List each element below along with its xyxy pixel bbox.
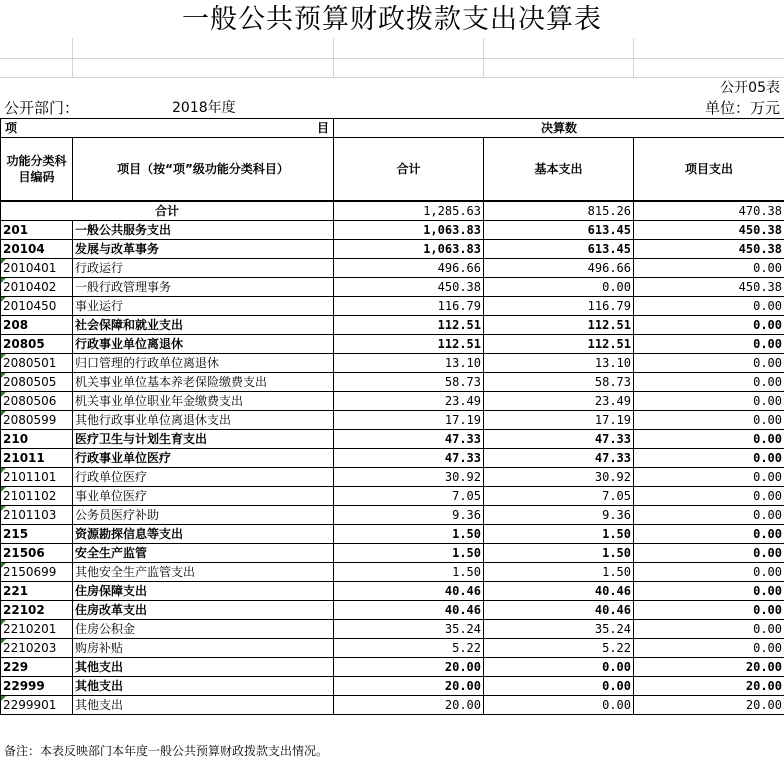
table-row <box>1 354 784 373</box>
table-row <box>1 487 784 506</box>
row-total: 40.46 <box>334 601 484 620</box>
table-row <box>1 582 784 601</box>
table-row <box>1 335 784 354</box>
row-total: 112.51 <box>334 316 484 335</box>
row-total: 40.46 <box>334 582 484 601</box>
row-project: 0.00 <box>634 411 784 430</box>
table-row <box>1 411 784 430</box>
row-code: 2010402 <box>1 278 73 297</box>
row-code: 208 <box>1 316 73 335</box>
row-name: 发展与改革事务 <box>73 240 334 259</box>
row-project: 0.00 <box>634 297 784 316</box>
row-code: 2080506 <box>1 392 73 411</box>
row-basic: 23.49 <box>484 392 634 411</box>
row-project: 0.00 <box>634 639 784 658</box>
row-project: 0.00 <box>634 335 784 354</box>
table-row <box>1 601 784 620</box>
total-project: 470.38 <box>634 201 784 221</box>
row-project: 0.00 <box>634 468 784 487</box>
basic-header: 基本支出 <box>484 138 634 202</box>
row-code: 201 <box>1 221 73 240</box>
row-basic: 1.50 <box>484 563 634 582</box>
row-project: 0.00 <box>634 601 784 620</box>
row-total: 20.00 <box>334 658 484 677</box>
total-header: 合计 <box>334 138 484 202</box>
row-total: 1.50 <box>334 525 484 544</box>
row-project: 20.00 <box>634 696 784 715</box>
table-row <box>1 696 784 715</box>
total-label: 合计 <box>1 201 334 221</box>
row-code: 2080501 <box>1 354 73 373</box>
row-basic: 1.50 <box>484 544 634 563</box>
row-total: 450.38 <box>334 278 484 297</box>
row-basic: 112.51 <box>484 335 634 354</box>
blank-grid-area <box>0 38 784 78</box>
row-project: 0.00 <box>634 373 784 392</box>
row-basic: 40.46 <box>484 601 634 620</box>
row-basic: 116.79 <box>484 297 634 316</box>
row-total: 30.92 <box>334 468 484 487</box>
row-project: 0.00 <box>634 620 784 639</box>
row-project: 0.00 <box>634 563 784 582</box>
row-basic: 58.73 <box>484 373 634 392</box>
table-row <box>1 620 784 639</box>
header-row-2 <box>1 138 784 202</box>
row-name: 其他支出 <box>73 677 334 696</box>
row-code: 2010450 <box>1 297 73 316</box>
row-basic: 0.00 <box>484 696 634 715</box>
row-name: 行政事业单位医疗 <box>73 449 334 468</box>
row-name: 其他支出 <box>73 658 334 677</box>
row-name: 住房公积金 <box>73 620 334 639</box>
row-name: 公务员医疗补助 <box>73 506 334 525</box>
row-basic: 17.19 <box>484 411 634 430</box>
row-code: 215 <box>1 525 73 544</box>
table-row <box>1 658 784 677</box>
total-row <box>1 201 784 221</box>
row-total: 112.51 <box>334 335 484 354</box>
row-basic: 35.24 <box>484 620 634 639</box>
row-total: 1.50 <box>334 544 484 563</box>
row-code: 2210201 <box>1 620 73 639</box>
row-project: 0.00 <box>634 525 784 544</box>
row-name: 安全生产监管 <box>73 544 334 563</box>
fiscal-year: 2018年度 <box>172 100 236 116</box>
table-row <box>1 240 784 259</box>
row-total: 35.24 <box>334 620 484 639</box>
row-basic: 9.36 <box>484 506 634 525</box>
table-row <box>1 221 784 240</box>
row-name: 机关事业单位基本养老保险缴费支出 <box>73 373 334 392</box>
table-row <box>1 544 784 563</box>
header-row-1 <box>1 119 784 138</box>
row-total: 23.49 <box>334 392 484 411</box>
row-basic: 112.51 <box>484 316 634 335</box>
table-row <box>1 468 784 487</box>
row-project: 20.00 <box>634 658 784 677</box>
row-total: 116.79 <box>334 297 484 316</box>
row-basic: 5.22 <box>484 639 634 658</box>
row-code: 2210203 <box>1 639 73 658</box>
row-total: 1,063.83 <box>334 240 484 259</box>
row-project: 0.00 <box>634 392 784 411</box>
row-name: 行政运行 <box>73 259 334 278</box>
item-header-cell <box>1 119 334 138</box>
row-basic: 30.92 <box>484 468 634 487</box>
row-project: 0.00 <box>634 354 784 373</box>
row-basic: 613.45 <box>484 240 634 259</box>
func-code-header: 功能分类科目编码 <box>1 138 73 202</box>
row-name: 社会保障和就业支出 <box>73 316 334 335</box>
row-basic: 0.00 <box>484 278 634 297</box>
row-project: 0.00 <box>634 259 784 278</box>
total-total: 1,285.63 <box>334 201 484 221</box>
row-project: 0.00 <box>634 487 784 506</box>
row-code: 2101102 <box>1 487 73 506</box>
row-basic: 13.10 <box>484 354 634 373</box>
table-row <box>1 430 784 449</box>
row-code: 20805 <box>1 335 73 354</box>
project-header: 项目支出 <box>634 138 784 202</box>
total-basic: 815.26 <box>484 201 634 221</box>
table-row <box>1 373 784 392</box>
row-basic: 496.66 <box>484 259 634 278</box>
row-code: 210 <box>1 430 73 449</box>
row-code: 2101101 <box>1 468 73 487</box>
row-project: 0.00 <box>634 506 784 525</box>
row-name: 购房补贴 <box>73 639 334 658</box>
row-total: 20.00 <box>334 677 484 696</box>
table-row <box>1 392 784 411</box>
row-code: 2010401 <box>1 259 73 278</box>
row-total: 7.05 <box>334 487 484 506</box>
row-project: 0.00 <box>634 449 784 468</box>
row-project: 450.38 <box>634 278 784 297</box>
row-name: 其他安全生产监管支出 <box>73 563 334 582</box>
row-total: 17.19 <box>334 411 484 430</box>
row-project: 0.00 <box>634 544 784 563</box>
row-project: 0.00 <box>634 582 784 601</box>
item-header-left: 项 <box>5 121 18 135</box>
row-code: 20104 <box>1 240 73 259</box>
row-name: 其他支出 <box>73 696 334 715</box>
row-total: 1.50 <box>334 563 484 582</box>
table-row <box>1 316 784 335</box>
expenditure-table <box>0 118 784 715</box>
row-total: 13.10 <box>334 354 484 373</box>
row-project: 0.00 <box>634 430 784 449</box>
footnote: 备注：本表反映部门本年度一般公共预算财政拨款支出情况。 <box>4 744 329 758</box>
row-name: 归口管理的行政单位离退休 <box>73 354 334 373</box>
row-total: 496.66 <box>334 259 484 278</box>
row-project: 20.00 <box>634 677 784 696</box>
row-basic: 0.00 <box>484 658 634 677</box>
row-basic: 40.46 <box>484 582 634 601</box>
row-name: 事业单位医疗 <box>73 487 334 506</box>
row-code: 221 <box>1 582 73 601</box>
table-row <box>1 677 784 696</box>
row-basic: 0.00 <box>484 677 634 696</box>
row-total: 58.73 <box>334 373 484 392</box>
row-code: 21506 <box>1 544 73 563</box>
row-code: 2150699 <box>1 563 73 582</box>
row-total: 1,063.83 <box>334 221 484 240</box>
row-code: 2080599 <box>1 411 73 430</box>
row-total: 20.00 <box>334 696 484 715</box>
row-basic: 47.33 <box>484 449 634 468</box>
row-name: 其他行政事业单位离退休支出 <box>73 411 334 430</box>
row-name: 机关事业单位职业年金缴费支出 <box>73 392 334 411</box>
form-code: 公开05表 <box>720 80 780 96</box>
item-header-right: 目 <box>316 121 329 135</box>
row-total: 9.36 <box>334 506 484 525</box>
table-row <box>1 506 784 525</box>
table-row <box>1 449 784 468</box>
row-code: 229 <box>1 658 73 677</box>
row-name: 行政事业单位离退休 <box>73 335 334 354</box>
row-total: 47.33 <box>334 430 484 449</box>
table-row <box>1 278 784 297</box>
row-code: 2101103 <box>1 506 73 525</box>
row-basic: 613.45 <box>484 221 634 240</box>
row-code: 22102 <box>1 601 73 620</box>
table-row <box>1 563 784 582</box>
row-name: 行政单位医疗 <box>73 468 334 487</box>
department-label: 公开部门： <box>4 99 80 117</box>
table-row <box>1 639 784 658</box>
row-name: 住房改革支出 <box>73 601 334 620</box>
row-total: 47.33 <box>334 449 484 468</box>
row-project: 0.00 <box>634 316 784 335</box>
row-code: 2299901 <box>1 696 73 715</box>
row-name: 一般公共服务支出 <box>73 221 334 240</box>
row-code: 2080505 <box>1 373 73 392</box>
row-project: 450.38 <box>634 240 784 259</box>
page-title: 一般公共预算财政拨款支出决算表 <box>182 4 602 35</box>
row-name: 事业运行 <box>73 297 334 316</box>
row-total: 5.22 <box>334 639 484 658</box>
row-basic: 47.33 <box>484 430 634 449</box>
item-name-header: 项目（按“项”级功能分类科目） <box>73 138 334 202</box>
table-row <box>1 525 784 544</box>
table-row <box>1 297 784 316</box>
row-name: 医疗卫生与计划生育支出 <box>73 430 334 449</box>
row-name: 资源勘探信息等支出 <box>73 525 334 544</box>
row-code: 22999 <box>1 677 73 696</box>
row-name: 住房保障支出 <box>73 582 334 601</box>
table-row <box>1 259 784 278</box>
row-basic: 7.05 <box>484 487 634 506</box>
row-code: 21011 <box>1 449 73 468</box>
row-project: 450.38 <box>634 221 784 240</box>
unit-label: 单位：万元 <box>704 99 780 117</box>
settlement-header: 决算数 <box>334 119 784 138</box>
row-basic: 1.50 <box>484 525 634 544</box>
row-name: 一般行政管理事务 <box>73 278 334 297</box>
